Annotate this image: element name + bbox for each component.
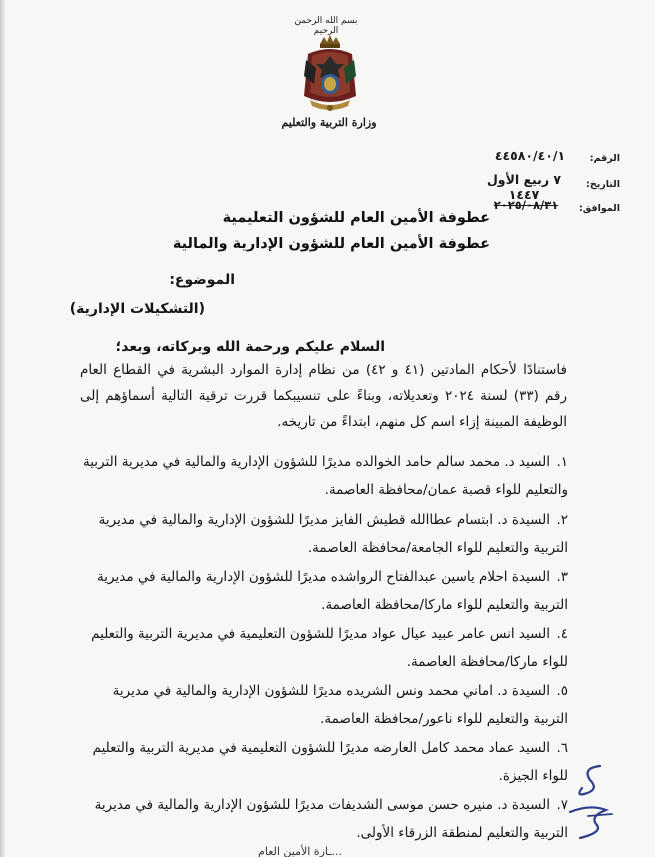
- list-item-number: ٥.: [556, 683, 568, 699]
- list-item-number: ٣.: [556, 569, 568, 585]
- handwritten-initials-icon: [560, 758, 630, 848]
- page-edge-shadow: [0, 0, 6, 857]
- basmala-header: بسم الله الرحمن الرحيم: [294, 16, 358, 36]
- subject-value: (التشكيلات الإدارية): [69, 301, 205, 317]
- list-item: [78, 506, 568, 562]
- greeting: السلام عليكم ورحمة الله وبركاته، وبعد؛: [115, 339, 385, 355]
- list-item: [78, 677, 568, 733]
- date-label: التاريخ:: [586, 179, 620, 190]
- date-value: ٧ ربيع الأول ١٤٤٧: [486, 172, 562, 202]
- addressee-1: عطوفة الأمين العام للشؤون التعليمية: [222, 210, 490, 226]
- footer-cut-text: ...ـارة الأمين العام: [258, 845, 342, 857]
- list-item-number: ١.: [556, 454, 568, 470]
- list-item-text: السيدة د. ابتسام عطاالله قطيش الفايز مديرًا للشؤون الإدارية والمالية في مديرية التربية والتعليم للواء الجامعة/محافظة العاصمة.: [98, 512, 568, 556]
- list-item-number: ٢.: [556, 512, 568, 528]
- list-item-text: السيد د. محمد سالم حامد الخوالده مديرًا للشؤون الإدارية والمالية في مديرية التربية والتعليم للواء قصبة عمان/محافظة العاصمة.: [82, 454, 568, 498]
- list-item: [78, 563, 568, 619]
- list-item-text: السيدة د. اماني محمد ونس الشريده مديرًا للشؤون الإدارية والمالية في مديرية التربية والتعليم للواء ناعور/محافظة العاصمة.: [112, 683, 568, 727]
- list-item-text: السيد عماد محمد كامل العارضه مديرًا للشؤون التعليمية في مديرية التربية والتعليم للواء الجيزة.: [92, 740, 568, 784]
- reference-number-label: الرقم:: [589, 153, 620, 164]
- list-item-text: السيدة د. منيره حسن موسى الشديفات مديرًا للشؤون الإدارية والمالية في مديرية التربية والتعليم لمنطقة الزرقاء الأولى.: [94, 797, 568, 841]
- corresponding-date-value: ٢٠٢٥/٠٨/٣١: [493, 198, 559, 212]
- list-item: [78, 734, 568, 790]
- ministry-name: وزارة التربية والتعليم: [281, 116, 377, 129]
- list-item-number: ٤.: [556, 626, 568, 642]
- intro-paragraph: فاستنادًا لأحكام المادتين (٤١ و ٤٢) من نظام إدارة الموارد البشرية في القطاع العام رقم (٣٣) لسنة ٢٠٢٤ وتعديلاته، وبناءً على تنسيبكما قررت ترقية التالية أسماؤهم إلى الوظيفة المبينة إزاء اسم كل منهم، ابتداءً من تاريخه.: [80, 362, 567, 430]
- subject-label: الموضوع:: [169, 272, 235, 288]
- list-item: [78, 791, 568, 847]
- list-item-number: ٦.: [556, 740, 568, 756]
- jordan-coat-of-arms-icon: [300, 34, 360, 116]
- list-item-text: السيد انس عامر عبيد عيال عواد مديرًا للشؤون التعليمية في مديرية التربية والتعليم للواء ماركا/محافظة العاصمة.: [91, 626, 568, 670]
- list-item-number: ٧.: [556, 797, 568, 813]
- list-item: [78, 620, 568, 676]
- list-item-text: السيدة احلام ياسين عبدالفتاح الرواشده مديرًا للشؤون الإدارية والمالية في مديرية التربية والتعليم للواء ماركا/محافظة العاصمة.: [97, 569, 568, 613]
- addressee-2: عطوفة الأمين العام للشؤون الإدارية والمالية: [172, 236, 490, 252]
- reference-number-value: ٤٤٥٨٠/٤٠/١: [494, 148, 566, 163]
- corresponding-date-label: الموافق:: [579, 203, 620, 214]
- list-item: [78, 448, 568, 504]
